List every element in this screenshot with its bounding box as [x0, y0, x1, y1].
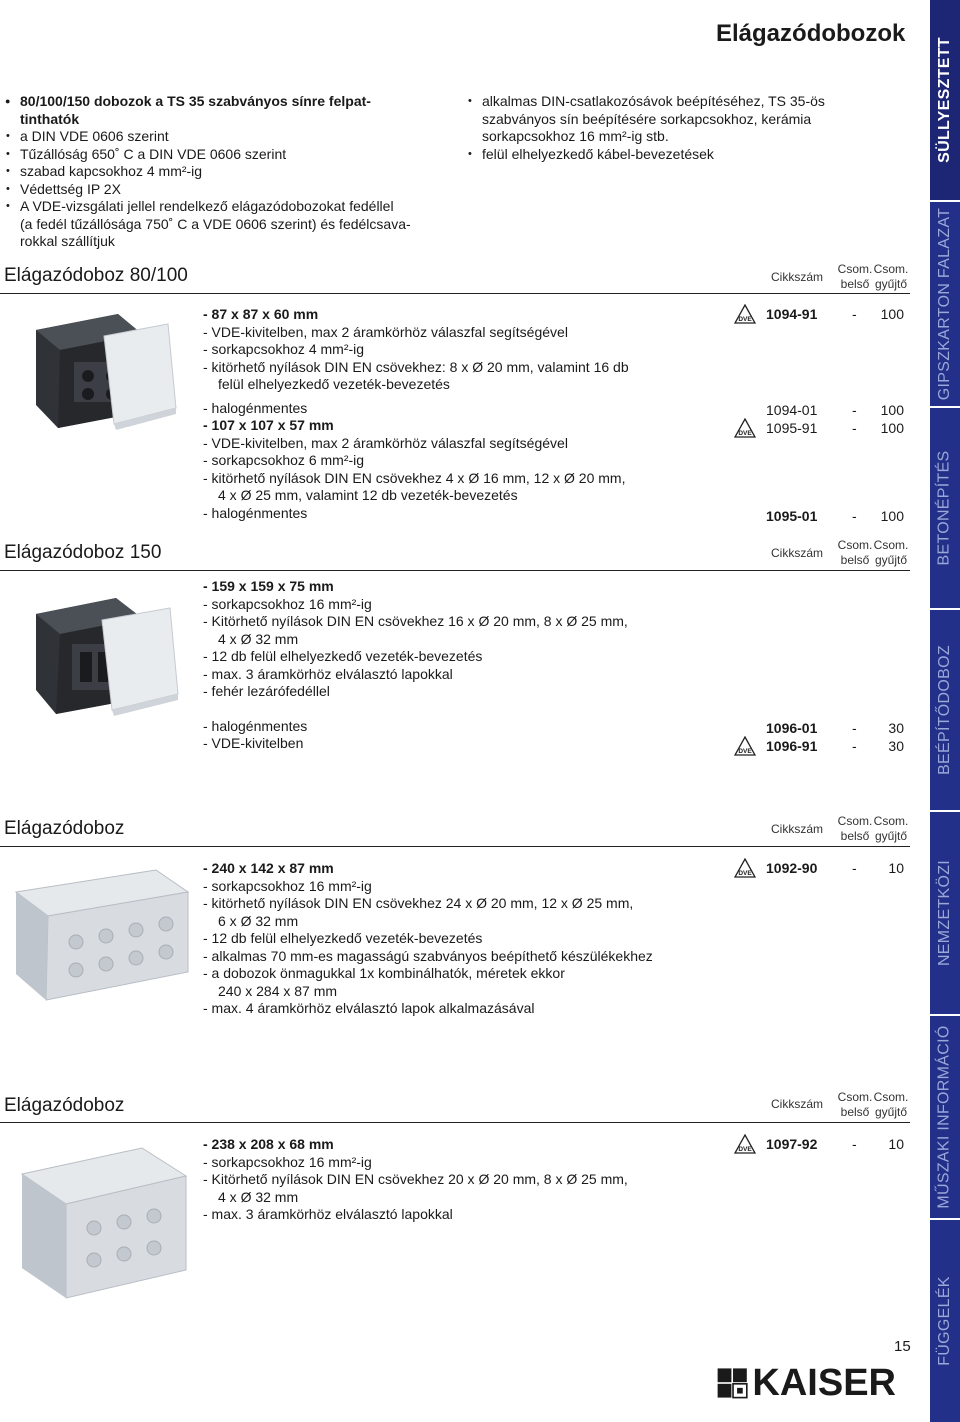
col-header-csom: Csom. [837, 1090, 873, 1104]
sidebar-tab-label: MŰSZAKI INFORMÁCIÓ [936, 1025, 953, 1209]
article-number: 1095-91 [766, 420, 818, 436]
page-number: 15 [894, 1338, 911, 1355]
svg-text:DVE: DVE [738, 316, 752, 323]
intro-item: • szabad kapcsokhoz 4 mm²-ig [4, 163, 464, 181]
spec-line: - Kitörhető nyílások DIN EN csövekhez 20 x Ø 20 mm, 8 x Ø 25 mm, [203, 1171, 628, 1187]
spec-line: - alkalmas 70 mm-es magasságú szabványos beépíthető készülékekhez [203, 947, 653, 964]
spec-line: - sorkapcsokhoz 6 mm²-ig [203, 452, 365, 468]
spec-line: - VDE-kivitelben, max 2 áramkörhöz válaszfal segítségével [203, 434, 568, 451]
pack-inner: - [852, 720, 857, 736]
svg-text:DVE: DVE [738, 748, 752, 755]
pack-outer: 10 [888, 860, 904, 876]
svg-text:DVE: DVE [738, 870, 752, 877]
spec-line: 240 x 284 x 87 mm [218, 982, 338, 999]
article-number: 1095-01 [766, 508, 818, 524]
col-header-cikkszam: Cikkszám [770, 270, 823, 284]
pack-outer: 30 [888, 720, 904, 736]
article-number: 1094-01 [766, 402, 818, 418]
spec-list [203, 306, 723, 522]
pack-inner: - [852, 860, 857, 876]
divider [0, 570, 910, 571]
col-header-csom: Csom. [873, 262, 909, 276]
spec-line: - sorkapcsokhoz 16 mm²-ig [203, 877, 372, 894]
intro-left-list [4, 93, 464, 251]
sidebar-tab-beepitodoboz[interactable] [930, 610, 960, 812]
spec-line: - sorkapcsokhoz 16 mm²-ig [203, 1153, 372, 1170]
spec-line: - 87 x 87 x 60 mm [203, 306, 319, 322]
col-header-csom: Csom. [837, 538, 873, 552]
vde-mark-icon [734, 858, 756, 878]
spec-line: - max. 4 áramkörhöz elválasztó lapok alkalmazásával [203, 1000, 535, 1016]
sidebar-tab-nemzetkozi[interactable] [930, 812, 960, 1016]
pack-outer: 100 [880, 402, 904, 418]
sidebar-tab-muszaki-informacio[interactable] [930, 1016, 960, 1220]
intro-item: • A VDE-vizsgálati jellel rendelkező elágazódobozokat fedéllel (a fedél tűzállósága 750˚ C a VDE 0606 szerint) és fedélcsava- rokkal szállítjuk [4, 198, 464, 251]
sidebar-tab-label: NEMZETKÖZI [936, 859, 954, 967]
spec-line: - max. 3 áramkörhöz elválasztó lapokkal [203, 1206, 453, 1222]
intro-item: • felül elhelyezkedő kábel-bevezetések [466, 146, 886, 164]
spec-list [203, 860, 723, 1018]
spec-line: - Kitörhető nyílások DIN EN csövekhez 16 x Ø 20 mm, 8 x Ø 25 mm, [203, 613, 628, 629]
col-header-gyujto: gyűjtő [874, 1105, 908, 1119]
sidebar-tab-label: SÜLLYESZTETT [936, 37, 953, 163]
divider [0, 846, 910, 847]
spec-line: 4 x Ø 32 mm [218, 1188, 299, 1205]
spec-line: - sorkapcsokhoz 4 mm²-ig [203, 341, 365, 357]
spec-line: - kitörhető nyílások DIN EN csövekhez: 8 x Ø 20 mm, valamint 16 db [203, 358, 629, 375]
pack-outer: 100 [880, 306, 904, 322]
spec-line: 4 x Ø 32 mm [218, 630, 299, 647]
spec-line: - max. 3 áramkörhöz elválasztó lapokkal [203, 665, 453, 682]
col-header-csom: Csom. [873, 538, 909, 552]
article-number: 1096-01 [766, 720, 818, 736]
col-header-belso: belső [840, 1105, 870, 1119]
spec-line: - halogénmentes [203, 399, 308, 416]
col-header-belso: belső [840, 829, 870, 843]
spec-line: - 159 x 159 x 75 mm [203, 578, 334, 594]
spec-list [203, 578, 723, 753]
sidebar-tab-label: GIPSZKARTON FALAZAT [936, 207, 954, 401]
spec-line: - sorkapcsokhoz 16 mm²-ig [203, 595, 372, 612]
pack-inner: - [852, 508, 857, 524]
product-image-240x142 [6, 852, 196, 1012]
divider [0, 293, 910, 294]
intro-item: ● 80/100/150 dobozok a TS 35 szabványos sínre felpat- tinthatók [4, 93, 464, 128]
col-header-cikkszam: Cikkszám [770, 822, 823, 836]
pack-inner: - [852, 738, 857, 754]
pack-inner: - [852, 1136, 857, 1152]
vde-mark-icon [734, 736, 756, 756]
intro-item: • Védettség IP 2X [4, 181, 464, 199]
spec-line: - VDE-kivitelben [203, 735, 304, 751]
sidebar-tab-label: FÜGGELÉK [936, 1276, 954, 1366]
svg-text:DVE: DVE [738, 430, 752, 437]
article-number: 1096-91 [766, 738, 818, 754]
intro-right-list [466, 93, 886, 163]
col-header-csom: Csom. [873, 1090, 909, 1104]
col-header-cikkszam: Cikkszám [770, 1097, 823, 1111]
pack-outer: 10 [888, 1136, 904, 1152]
sidebar-tab-gipszkarton[interactable] [930, 202, 960, 408]
section-title: Elágazódoboz 150 [4, 542, 162, 563]
spec-line: - halogénmentes [203, 717, 308, 734]
sidebar-tab-label: BETONÉPÍTÉS [936, 450, 954, 566]
pack-outer: 30 [888, 738, 904, 754]
product-image-80-100 [30, 300, 180, 455]
intro-item: • a DIN VDE 0606 szerint [4, 128, 464, 146]
spec-line: - 238 x 208 x 68 mm [203, 1136, 334, 1152]
article-number: 1092-90 [766, 860, 818, 876]
svg-text:DVE: DVE [738, 1146, 752, 1153]
col-header-gyujto: gyűjtő [874, 553, 908, 567]
vde-mark-icon [734, 418, 756, 438]
sidebar [930, 0, 960, 1422]
spec-line: - kitörhető nyílások DIN EN csövekhez 4 x Ø 16 mm, 12 x Ø 20 mm, [203, 469, 626, 486]
article-number: 1097-92 [766, 1136, 818, 1152]
spec-line: - VDE-kivitelben, max 2 áramkörhöz válaszfal segítségével [203, 323, 568, 340]
article-number: 1094-91 [766, 306, 818, 322]
logo-mark-icon [716, 1363, 748, 1403]
divider [0, 1122, 910, 1123]
spec-line: 4 x Ø 25 mm, valamint 12 db vezeték-bevezetés [218, 487, 518, 503]
intro-item: • alkalmas DIN-csatlakozósávok beépítéséhez, TS 35-ös szabványos sín beépítésére sorkapcsokhoz, kerámia sorkapcsokhoz 16 mm²-ig stb. [466, 93, 886, 146]
vde-mark-icon [734, 304, 756, 324]
sidebar-tab-fuggelek[interactable] [930, 1220, 960, 1422]
section-title: Elágazódoboz [4, 1095, 125, 1116]
pack-inner: - [852, 420, 857, 436]
col-header-gyujto: gyűjtő [874, 829, 908, 843]
section-title: Elágazódoboz [4, 818, 125, 839]
pack-inner: - [852, 402, 857, 418]
logo-wordmark: KAISER [752, 1362, 896, 1404]
spec-line: - kitörhető nyílások DIN EN csövekhez 24 x Ø 20 mm, 12 x Ø 25 mm, [203, 895, 634, 911]
col-header-csom: Csom. [873, 814, 909, 828]
sidebar-tab-label: BEÉPÍTŐDOBOZ [936, 645, 953, 775]
spec-line: - 240 x 142 x 87 mm [203, 860, 334, 876]
kaiser-logo [716, 1358, 896, 1408]
pack-inner: - [852, 306, 857, 322]
sidebar-tab-sullyesztett[interactable] [930, 0, 960, 202]
col-header-csom: Csom. [837, 262, 873, 276]
col-header-cikkszam: Cikkszám [770, 546, 823, 560]
sidebar-tab-betonepites[interactable] [930, 408, 960, 610]
spec-line: - 107 x 107 x 57 mm [203, 417, 334, 433]
spec-line: - 12 db felül elhelyezkedő vezeték-bevezetés [203, 930, 483, 946]
spec-line: - halogénmentes [203, 504, 308, 521]
col-header-belso: belső [840, 277, 870, 291]
spec-line: felül elhelyezkedő vezeték-bevezetés [218, 376, 450, 392]
intro-item: • Tűzállóság 650˚ C a DIN VDE 0606 szerint [4, 146, 464, 164]
col-header-gyujto: gyűjtő [874, 277, 908, 291]
product-image-150 [30, 580, 180, 740]
col-header-csom: Csom. [837, 814, 873, 828]
spec-line: - fehér lezárófedéllel [203, 683, 330, 699]
spec-line: 6 x Ø 32 mm [218, 912, 299, 929]
section-title: Elágazódoboz 80/100 [4, 265, 188, 286]
vde-mark-icon [734, 1134, 756, 1154]
spec-line: - a dobozok önmagukkal 1x kombinálhatók, méretek ekkor [203, 965, 565, 981]
pack-outer: 100 [880, 420, 904, 436]
spec-list [203, 1136, 723, 1224]
product-image-238x208 [14, 1130, 194, 1310]
spec-line: - 12 db felül elhelyezkedő vezeték-bevezetés [203, 648, 483, 664]
col-header-belso: belső [840, 553, 870, 567]
page-title: Elágazódobozok [716, 20, 906, 47]
pack-outer: 100 [880, 508, 904, 524]
